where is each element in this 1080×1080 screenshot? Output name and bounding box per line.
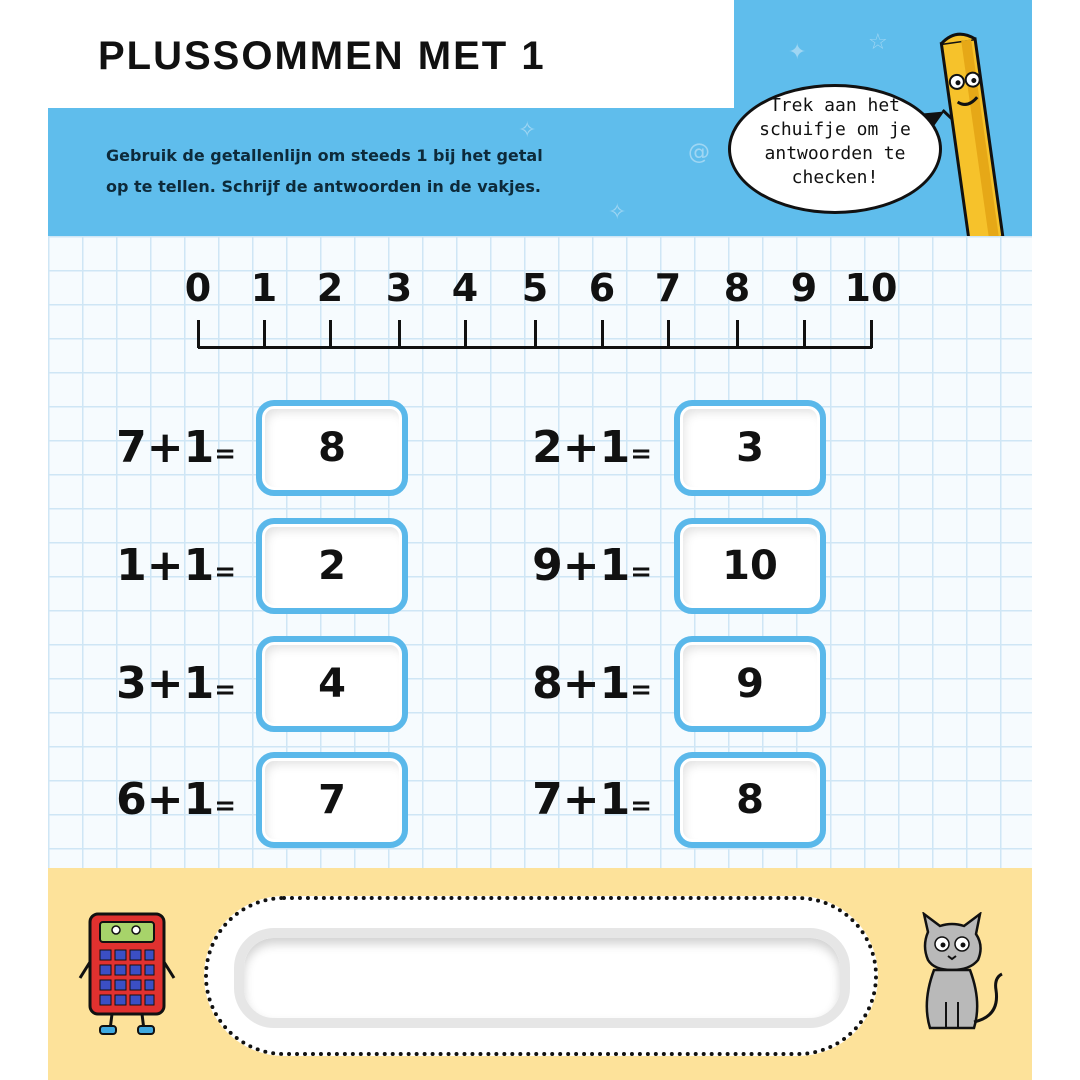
sum-expr: 1+1	[116, 540, 215, 591]
number-line-label: 4	[451, 266, 479, 310]
sum-expr: 3+1	[116, 658, 215, 709]
sum-expr: 2+1	[532, 422, 631, 473]
star-doodle-icon: ✧	[608, 200, 627, 225]
answer-value: 2	[318, 543, 346, 589]
page-title: PLUSSOMMEN MET 1	[98, 34, 546, 78]
answer-value: 10	[722, 543, 778, 589]
instructions-line: op te tellen. Schrijf de antwoorden in de vakjes.	[106, 177, 541, 196]
star-doodle-icon: ✦	[788, 40, 807, 65]
answer-box[interactable]	[256, 518, 408, 614]
sum-expression	[48, 774, 236, 825]
answer-box[interactable]	[256, 400, 408, 496]
answer-box[interactable]	[674, 400, 826, 496]
calculator-character-icon	[76, 908, 180, 1038]
pencil-character-icon	[938, 26, 1010, 238]
bubble-line: Trek aan het	[769, 95, 901, 116]
equals-sign: =	[214, 439, 236, 469]
sum-expression	[452, 658, 652, 709]
sum-expression	[452, 540, 652, 591]
answer-box[interactable]	[674, 518, 826, 614]
number-line-tick	[870, 320, 873, 348]
number-line-tick	[803, 320, 806, 348]
answer-box[interactable]	[674, 636, 826, 732]
bubble-line: checken!	[791, 167, 879, 188]
equals-sign: =	[630, 791, 652, 821]
sum-expression	[452, 422, 652, 473]
answer-box[interactable]	[256, 636, 408, 732]
swirl-doodle-icon: @	[688, 140, 710, 165]
equals-sign: =	[630, 439, 652, 469]
number-line-label: 2	[316, 266, 344, 310]
star-doodle-icon: ✧	[518, 118, 537, 143]
equals-sign: =	[214, 675, 236, 705]
number-line-label: 10	[844, 266, 898, 310]
number-line-tick	[667, 320, 670, 348]
number-line-label: 7	[654, 266, 682, 310]
answer-slider[interactable]	[234, 928, 850, 1028]
speech-bubble-text	[738, 94, 932, 190]
answer-value: 3	[736, 425, 764, 471]
sum-expr: 7+1	[532, 774, 631, 825]
answer-value: 8	[736, 777, 764, 823]
number-line-tick	[736, 320, 739, 348]
equals-sign: =	[214, 791, 236, 821]
sum-expression	[48, 540, 236, 591]
number-line-label: 1	[250, 266, 278, 310]
number-line-tick	[263, 320, 266, 348]
sum-expression	[48, 422, 236, 473]
equals-sign: =	[630, 675, 652, 705]
bubble-line: schuifje om je	[759, 119, 911, 140]
equals-sign: =	[630, 557, 652, 587]
number-line-tick	[534, 320, 537, 348]
number-line-label: 9	[790, 266, 818, 310]
sum-expr: 7+1	[116, 422, 215, 473]
sum-expression	[48, 658, 236, 709]
star-doodle-icon: ☆	[868, 30, 888, 55]
sum-expr: 6+1	[116, 774, 215, 825]
cat-character-icon	[900, 912, 1008, 1034]
sum-expr: 9+1	[532, 540, 631, 591]
answer-value: 9	[736, 661, 764, 707]
answer-value: 8	[318, 425, 346, 471]
instructions-line: Gebruik de getallenlijn om steeds 1 bij het getal	[106, 146, 543, 165]
number-line-label: 0	[184, 266, 212, 310]
answer-box[interactable]	[256, 752, 408, 848]
sum-expression	[452, 774, 652, 825]
number-line-label: 8	[723, 266, 751, 310]
bubble-line: antwoorden te	[764, 143, 906, 164]
instructions	[106, 140, 626, 202]
worksheet-page	[48, 0, 1032, 1080]
equals-sign: =	[214, 557, 236, 587]
number-line-tick	[329, 320, 332, 348]
number-line-tick	[464, 320, 467, 348]
number-line-tick	[601, 320, 604, 348]
answer-box[interactable]	[674, 752, 826, 848]
answer-value: 4	[318, 661, 346, 707]
number-line-label: 6	[588, 266, 616, 310]
sum-expr: 8+1	[532, 658, 631, 709]
number-line-label: 3	[385, 266, 413, 310]
number-line-tick	[398, 320, 401, 348]
number-line-label: 5	[521, 266, 549, 310]
number-line-tick	[197, 320, 200, 348]
answer-value: 7	[318, 777, 346, 823]
